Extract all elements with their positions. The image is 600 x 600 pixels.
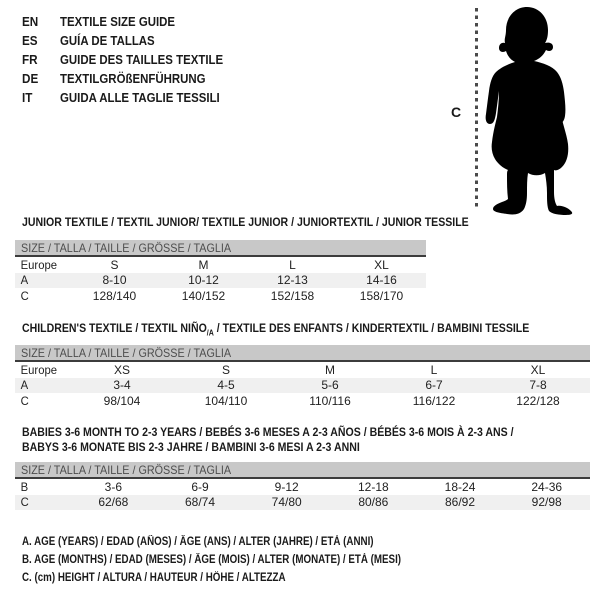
note-age-months: B. AGE (MONTHS) / EDAD (MESES) / ÂGE (MOIS) / ALTER (MONATE) / ETÀ (MESI) bbox=[22, 554, 402, 566]
row-label: A bbox=[20, 378, 29, 393]
table-cell: 10-12 bbox=[188, 273, 219, 288]
table-cell: 4-5 bbox=[217, 378, 235, 393]
height-measure-label: C bbox=[451, 104, 462, 120]
table-cell: 8-10 bbox=[102, 273, 127, 288]
table-cell: 18-24 bbox=[444, 479, 476, 494]
language-title-block bbox=[22, 12, 245, 107]
children-title-sub: /A bbox=[206, 328, 214, 338]
toddler-silhouette-icon bbox=[483, 4, 595, 216]
lang-code-de: DE bbox=[22, 71, 39, 86]
children-size-header-text: SIZE / TALLA / TAILLE / GRÖSSE / TAGLIA bbox=[21, 345, 232, 360]
table-row bbox=[15, 273, 426, 289]
children-title bbox=[22, 322, 529, 339]
lang-row-it bbox=[22, 88, 245, 107]
lang-label-it: GUIDA ALLE TAGLIE TESSILI bbox=[60, 90, 220, 105]
lang-row-es bbox=[22, 31, 245, 50]
table-cell: 98/104 bbox=[103, 393, 141, 408]
table-cell: XL bbox=[374, 257, 389, 272]
table-cell: 9-12 bbox=[274, 479, 299, 494]
table-row bbox=[15, 378, 590, 394]
table-cell: 12-13 bbox=[277, 273, 308, 288]
table-cell: M bbox=[325, 362, 335, 377]
table-cell: L bbox=[289, 257, 296, 272]
junior-size-header-bar bbox=[15, 240, 426, 257]
babies-size-header-text: SIZE / TALLA / TAILLE / GRÖSSE / TAGLIA bbox=[21, 462, 232, 477]
table-cell: 3-6 bbox=[104, 479, 122, 494]
table-cell: S bbox=[221, 362, 230, 377]
row-label: C bbox=[20, 393, 29, 408]
table-cell: 5-6 bbox=[321, 378, 339, 393]
lang-row-fr bbox=[22, 50, 245, 69]
table-cell: 80/86 bbox=[358, 495, 389, 510]
children-title-pre: CHILDREN'S TEXTILE / TEXTIL NIÑO bbox=[22, 321, 207, 335]
lang-label-de: TEXTILGRÖßENFÜHRUNG bbox=[60, 71, 206, 86]
table-row bbox=[15, 362, 590, 378]
table-row bbox=[15, 288, 426, 304]
row-label: Europe bbox=[20, 362, 58, 377]
table-cell: 158/170 bbox=[359, 288, 404, 303]
junior-size-header-text: SIZE / TALLA / TAILLE / GRÖSSE / TAGLIA bbox=[21, 240, 232, 255]
table-cell: 6-9 bbox=[191, 479, 209, 494]
table-cell: 92/98 bbox=[531, 495, 562, 510]
lang-label-en: TEXTILE SIZE GUIDE bbox=[60, 14, 176, 29]
children-table bbox=[15, 345, 590, 409]
lang-row-de bbox=[22, 69, 245, 88]
table-cell: 74/80 bbox=[271, 495, 302, 510]
lang-code-fr: FR bbox=[22, 52, 38, 67]
table-row bbox=[15, 257, 426, 273]
table-cell: 7-8 bbox=[529, 378, 547, 393]
height-dotted-line bbox=[475, 8, 478, 210]
table-cell: 14-16 bbox=[366, 273, 397, 288]
table-cell: 12-18 bbox=[358, 479, 389, 494]
junior-table bbox=[15, 240, 426, 304]
babies-title-line1: BABIES 3-6 MONTH TO 2-3 YEARS / BEBÉS 3-6 MESES A 2-3 AÑOS / BÉBÉS 3-6 MOIS À 2-3 ANS / bbox=[22, 425, 514, 439]
row-label: A bbox=[20, 273, 29, 288]
table-cell: 24-36 bbox=[531, 479, 563, 494]
babies-table bbox=[15, 462, 590, 510]
table-cell: 110/116 bbox=[309, 393, 351, 408]
table-cell: M bbox=[198, 257, 209, 272]
table-cell: 128/140 bbox=[92, 288, 137, 303]
lang-label-es: GUÍA DE TALLAS bbox=[60, 33, 155, 48]
babies-title-line2: BABYS 3-6 MONATE BIS 2-3 JAHRE / BAMBINI 3-6 MESI A 2-3 ANNI bbox=[22, 440, 360, 454]
babies-size-header-bar bbox=[15, 462, 590, 479]
note-height-cm: C. (cm) HEIGHT / ALTURA / HAUTEUR / HÖHE / ALTEZZA bbox=[22, 572, 286, 584]
table-cell: 104/110 bbox=[204, 393, 248, 408]
row-label: C bbox=[20, 495, 29, 510]
table-row bbox=[15, 479, 590, 495]
table-cell: S bbox=[110, 257, 119, 272]
table-cell: 62/68 bbox=[98, 495, 129, 510]
lang-code-es: ES bbox=[22, 33, 38, 48]
table-cell: 86/92 bbox=[445, 495, 476, 510]
row-label: B bbox=[20, 479, 29, 494]
lang-row-en bbox=[22, 12, 245, 31]
row-label: C bbox=[20, 288, 29, 303]
table-row bbox=[15, 495, 590, 511]
table-cell: L bbox=[430, 362, 438, 377]
table-row bbox=[15, 393, 590, 409]
junior-title: JUNIOR TEXTILE / TEXTIL JUNIOR/ TEXTILE JUNIOR / JUNIORTEXTIL / JUNIOR TESSILE bbox=[22, 215, 469, 229]
note-age-years: A. AGE (YEARS) / EDAD (AÑOS) / ÂGE (ANS) / ALTER (JAHRE) / ETÀ (ANNI) bbox=[22, 536, 374, 548]
table-cell: 6-7 bbox=[425, 378, 443, 393]
table-cell: 116/122 bbox=[412, 393, 456, 408]
row-label: Europe bbox=[20, 257, 58, 272]
children-size-header-bar bbox=[15, 345, 590, 362]
lang-code-en: EN bbox=[22, 14, 39, 29]
lang-label-fr: GUIDE DES TAILLES TEXTILE bbox=[60, 52, 224, 67]
table-cell: XL bbox=[530, 362, 546, 377]
table-cell: 68/74 bbox=[184, 495, 216, 510]
table-cell: 3-4 bbox=[113, 378, 131, 393]
table-cell: 122/128 bbox=[516, 393, 560, 408]
lang-code-it: IT bbox=[22, 90, 33, 105]
table-cell: 152/158 bbox=[270, 288, 315, 303]
table-cell: 140/152 bbox=[181, 288, 226, 303]
children-title-post: / TEXTILE DES ENFANTS / KINDERTEXTIL / BAMBINI TESSILE bbox=[213, 321, 530, 335]
table-cell: XS bbox=[113, 362, 130, 377]
